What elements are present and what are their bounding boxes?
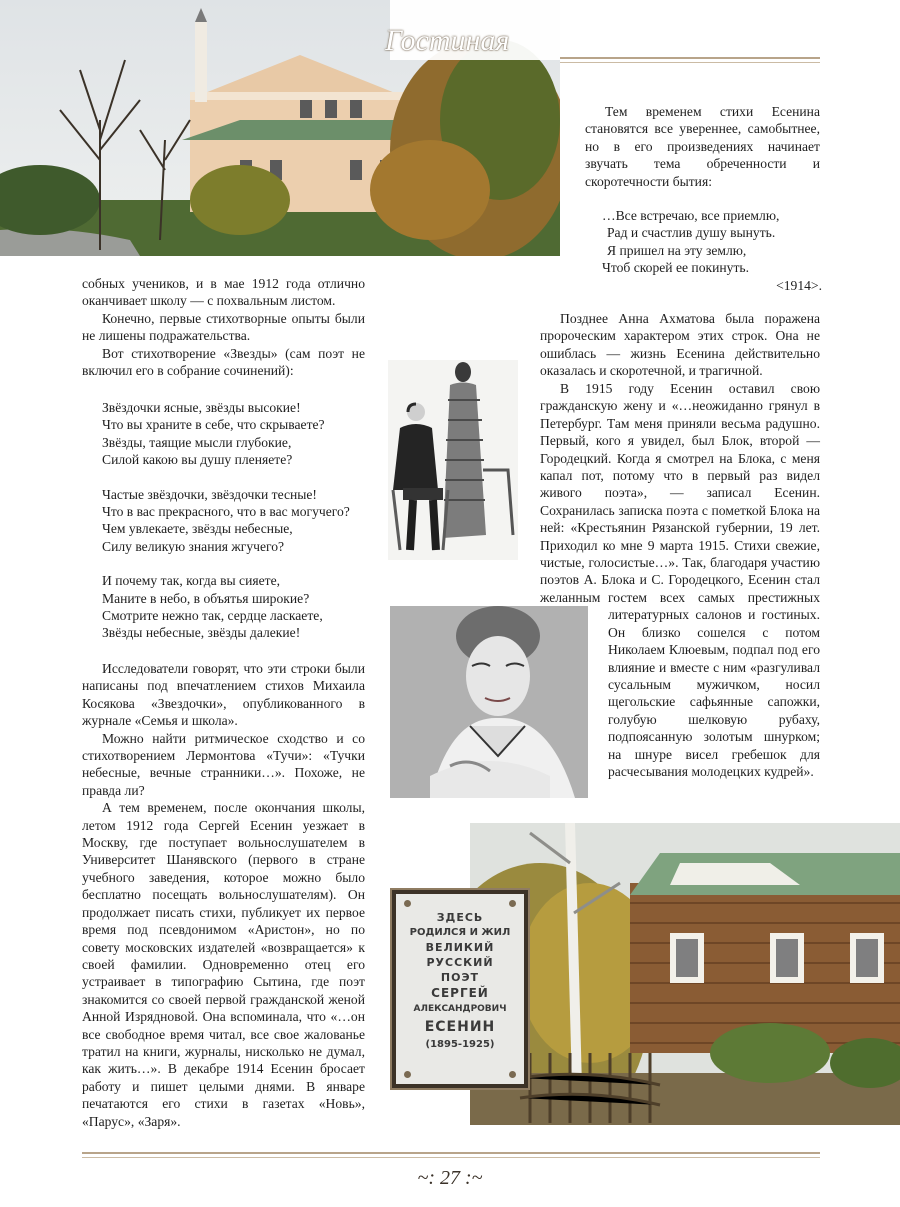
poem-line: …Все встречаю, все приемлю, [602,208,780,223]
right-para2-cont [608,589,820,780]
plaque-line: ВЕЛИКИЙ [425,941,495,954]
plaque-line: ПОЭТ [440,971,480,984]
page-number: 27 [440,1167,460,1189]
plaque-bolt [404,1071,411,1078]
poem-line: Я пришел на эту землю, [607,242,747,258]
poem-line: Чем увлекаете, звёзды небесные, [102,521,293,537]
paragraph: А тем временем, после окончания школы, летом 1912 года Сергей Есенин уезжает в Москву, где поступает вольнослушателем в Университет Шанявского (первого в стране учебного заведения, которое можно было бесплатно посещать вольнослушателям). Он продолжает писать стихи, публикует их первое время под псевдонимом «Аристон», но по совету московских издателей «возвращается» к своей фамилии. Одновременно отец его устраивает в типографию Сытина, где поэт знакомится со своей первой гражданской женой Анной Изрядновой. Она вспоминала, что «…он все свободное время читал, все свое жалованье тратил на книги, журналы, нисколько не думал, как жить…». В декабре 1914 Есенин бросает работу и пишет целыми днями. В январе печатаются его стихи в газетах «Новь», «Парус», «Заря». [82,800,365,1129]
page-number-block [400,1167,500,1190]
plaque-bolt [509,1071,516,1078]
right-intro [585,103,820,190]
poem-line: Звёзды, таящие мысли глубокие, [102,434,292,450]
couple-photo [388,360,518,560]
poem-line: Рад и счастлив душу вынуть. [607,225,776,241]
paragraph: Исследователи говорят, что эти строки были написаны под впечатлением стихов Михаила Косякова «Звездочки», опубликованного в журнале «Семья и школа». [82,661,365,729]
poem-stanza [102,486,372,556]
poem-line: Что вы храните в себе, что скрываете? [102,417,325,433]
paragraph: Конечно, первые стихотворные опыты были не лишены подражательства. [82,310,365,344]
header-rule [560,57,820,59]
birth-house-photo [470,823,900,1125]
paragraph: собных учеников, и в мае 1912 года отлично оканчивает школу — с похвальным листом. [82,276,365,309]
poem-stanza [102,399,372,469]
plaque-line: (1895-1925) [425,1039,495,1050]
paragraph: гостем всех самых престижных литературных салонов и гостиных. Он близко сошелся с потом Николаем Клюевым, подпал под его влияние и вместе с ним «разгуливал сусальным мужичком, носил щегольские сафьянные сапожки, голубую шелковую рубаху, подпоясанную золотым шнурком; на шнуре висел гребешок для расчесывания молодецких кудрей». [608,590,820,780]
poem-line: Что в вас прекрасного, что в вас могучего? [102,504,350,520]
poem-date: <1914>. [776,277,822,293]
ornament-right: :~ [465,1167,483,1189]
poem-line: Чтоб скорей ее покинуть. [602,260,749,276]
plaque-line: РОДИЛСЯ И ЖИЛ [409,927,511,938]
poem-line: И почему так, когда вы сияете, [102,573,281,589]
plaque-line: СЕРГЕЙ [431,986,489,1000]
paragraph: Позднее Анна Ахматова была поражена пророческим характером этих строк. Она не ошиблась — жизнь Есенина действительно оказалась и скоротечной, и трагичной. [540,311,820,379]
poem-line: Частые звёздочки, звёздочки тесные! [102,486,317,502]
poem-line: Силу великую знания жгучего? [102,538,285,554]
footer-rule-thin [82,1157,820,1158]
footer-rule [82,1152,820,1154]
plaque-line: АЛЕКСАНДРОВИЧ [413,1004,507,1014]
paragraph: Тем временем стихи Есенина становятся все увереннее, самобытнее, но в его произведениях начинает звучать тема обреченности и скоротечности бытия: [585,104,820,189]
plaque-bolt [509,900,516,907]
poem-line: Смотрите нежно так, сердце ласкаете, [102,608,323,624]
poem-stanza [102,572,372,642]
left-intro [82,275,365,379]
memorial-plaque [392,890,528,1088]
esenin-portrait [390,606,588,798]
poem-line: Маните в небо, в объятья широкие? [102,590,310,606]
poem-line: Звёздочки ясные, звёзды высокие! [102,400,301,415]
plaque-line: ЗДЕСЬ [436,911,484,924]
poem-stars [102,399,372,659]
right-para1 [540,310,820,380]
plaque-line: ЕСЕНИН [424,1019,496,1035]
ornament-left: ~: [417,1167,435,1189]
paragraph: Вот стихотворение «Звезды» (сам поэт не включил его в собрание сочинений): [82,345,365,379]
plaque-bolt [404,900,411,907]
paragraph: В 1915 году Есенин оставил свою гражданскую жену и «…неожиданно грянул в Петербург. Там меня приняли весьма радушно. Первый, кого я увидел, был Блок, второй — Городецкий. Когда я смотрел на Блока, с меня капал пот, потому что в первый раз видел живого поэта», — записал Есенин. Сохранилась записка поэта с пометкой Блока на ней: «Крестьянин Рязанской губернии, 19 лет. Приходил ко мне 9 марта 1915. Стихи свежие, чистые, голосистые…». Так, благодаря участию поэтов А. Блока и С. Городецкого, Есенин стал желанным [540,381,820,605]
left-after [82,660,365,1130]
plaque-line: РУССКИЙ [426,956,494,969]
section-title: Гостиная [385,24,510,57]
poem-line: Силой какою вы душу пленяете? [102,452,293,468]
right-para2 [540,380,820,606]
poem-1914 [602,207,822,294]
paragraph: Можно найти ритмическое сходство и со стихотворением Лермонтова «Тучи»: «Тучки небесные, вечные странники…». Похоже, не правда ли? [82,730,365,798]
header-rule-thin [560,62,820,63]
poem-line: Звёзды небесные, звёзды далекие! [102,625,301,641]
